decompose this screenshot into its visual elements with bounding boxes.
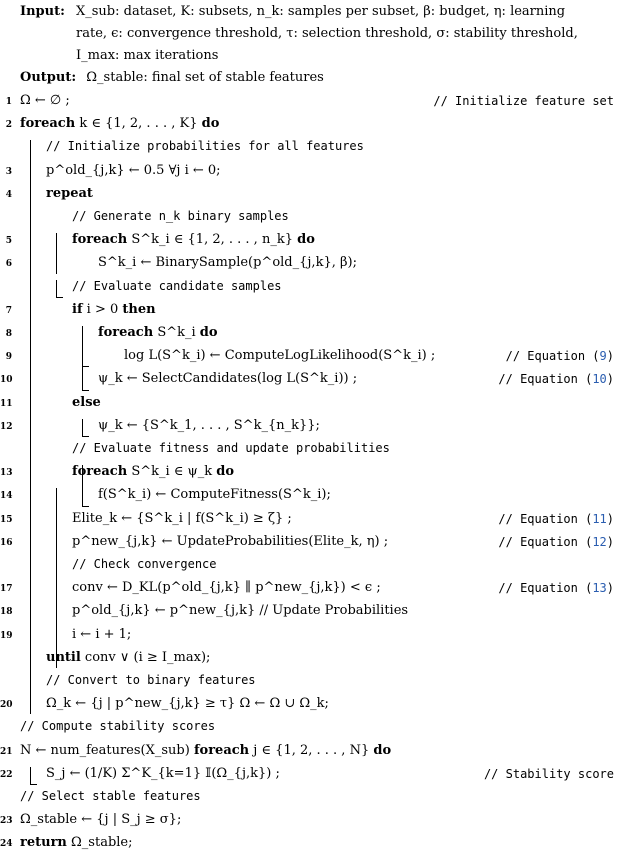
line-number: 13: [0, 468, 13, 479]
code-text: p^new_{j,k} ← UpdateProbabilities(Elite_k, η) ;: [72, 533, 389, 549]
line-number: 14: [0, 491, 13, 502]
algorithm-line: [0, 556, 622, 577]
block-scope-line: [56, 233, 57, 273]
line-number: 1: [5, 97, 12, 107]
line-number: 7: [5, 305, 12, 316]
equation-comment: [498, 512, 614, 526]
line-number: 17: [0, 584, 13, 595]
code-text: i ← i + 1;: [72, 626, 132, 642]
algorithm-line: [0, 231, 622, 252]
algorithm-line: [0, 347, 622, 368]
line-number: 4: [5, 189, 12, 200]
line-number: 19: [0, 630, 13, 641]
algorithm-line: [0, 742, 622, 763]
code-text: Ω_k ← {j | p^new_{j,k} ≥ τ} Ω ← Ω ∪ Ω_k;: [46, 696, 329, 712]
algorithm-line: [0, 394, 622, 415]
block-scope-line: [82, 419, 89, 437]
equation-comment: [484, 767, 614, 781]
algorithm-line: [0, 324, 622, 345]
algorithm-line: [0, 765, 622, 786]
code-text: if i > 0 then: [72, 301, 156, 317]
input-label: Input:: [20, 4, 65, 19]
input-line-2: rate, ϵ: convergence threshold, τ: selection threshold, σ: stability threshold,: [76, 26, 578, 41]
line-number: 3: [5, 166, 12, 177]
code-text: until conv ∨ (i ≥ I_max);: [46, 649, 211, 665]
comment-close: ): [606, 581, 614, 596]
equation-comment: [433, 94, 614, 108]
line-number: 21: [0, 746, 13, 757]
algorithm-line: [0, 440, 622, 461]
line-number: 5: [5, 236, 12, 247]
algorithm-line: [0, 834, 622, 855]
line-number: 9: [5, 352, 12, 363]
line-number: 22: [0, 769, 13, 780]
inline-comment: // Initialize probabilities for all features: [46, 139, 364, 154]
algorithm-line: [0, 788, 622, 809]
comment-text: // Equation (: [498, 581, 593, 596]
equation-comment: [498, 535, 614, 549]
output-text: Ω_stable: final set of stable features: [86, 70, 324, 85]
equation-ref-link[interactable]: 12: [592, 534, 607, 549]
equation-comment: [506, 349, 614, 363]
code-text: ψ_k ← SelectCandidates(log L(S^k_i)) ;: [98, 371, 358, 387]
code-text: f(S^k_i) ← ComputeFitness(S^k_i);: [98, 487, 331, 503]
algorithm-line: [0, 208, 622, 229]
comment-text: // Equation (: [498, 511, 593, 526]
line-number: 2: [5, 120, 12, 131]
inline-comment: // Compute stability scores: [20, 719, 216, 734]
block-scope-line: [30, 767, 37, 785]
code-text: conv ← D_KL(p^old_{j,k} ∥ p^new_{j,k}) < ϵ ;: [72, 580, 381, 596]
code-text: log L(S^k_i) ← ComputeLogLikelihood(S^k_i) ;: [124, 348, 436, 364]
line-number: 23: [0, 816, 13, 827]
line-number: 12: [0, 421, 13, 432]
code-text: return Ω_stable;: [20, 835, 133, 851]
algorithm-line: [0, 463, 622, 484]
algorithm-line: [0, 602, 622, 623]
inline-comment: // Convert to binary features: [46, 673, 256, 687]
equation-ref-link[interactable]: 9: [599, 349, 607, 364]
line-number: 15: [0, 514, 13, 525]
algorithm-line: [0, 718, 622, 739]
code-text: p^old_{j,k} ← 0.5 ∀j i ← 0;: [46, 162, 221, 178]
block-scope-line: [30, 164, 31, 668]
comment-close: ): [606, 511, 614, 526]
equation-ref-link[interactable]: 10: [592, 372, 607, 387]
code-text: foreach S^k_i ∈ ψ_k do: [72, 464, 235, 480]
inline-comment: // Generate n_k binary samples: [72, 209, 289, 223]
algorithm-line: [0, 92, 622, 113]
equation-comment: [498, 581, 614, 595]
code-text: Elite_k ← {S^k_i | f(S^k_i) ≥ ζ} ;: [72, 510, 292, 526]
code-text: S^k_i ← BinarySample(p^old_{j,k}, β);: [98, 255, 357, 271]
comment-text: // Initialize feature set: [433, 94, 614, 108]
algorithm-line: [0, 254, 622, 275]
comment-close: ): [606, 349, 614, 364]
comment-text: // Stability score: [483, 766, 614, 781]
algorithm-line: [0, 533, 622, 554]
inline-comment: // Check convergence: [72, 557, 217, 571]
algorithm-line: [0, 370, 622, 391]
output-label: Output:: [20, 70, 77, 85]
code-text: repeat: [46, 185, 93, 201]
line-number: 6: [5, 259, 12, 270]
code-text: foreach S^k_i ∈ {1, 2, . . . , n_k} do: [72, 232, 315, 248]
code-text: ψ_k ← {S^k_1, . . . , S^k_{n_k}};: [98, 417, 320, 433]
equation-comment: [498, 372, 614, 386]
algorithm-line: [0, 811, 622, 832]
code-text: N ← num_features(X_sub) foreach j ∈ {1, 2, . . . , N} do: [20, 742, 392, 758]
comment-close: ): [606, 372, 614, 387]
equation-ref-link[interactable]: 11: [592, 511, 607, 526]
algorithm-line: [0, 579, 622, 600]
algorithm-line: [0, 486, 622, 507]
block-scope-line: [82, 349, 89, 367]
comment-text: // Equation (: [498, 372, 593, 387]
line-number: 11: [0, 398, 13, 409]
output-block: [20, 68, 620, 87]
line-number: 10: [0, 375, 13, 386]
algorithm-line: [0, 138, 622, 159]
line-number: 20: [0, 700, 13, 711]
input-line-1: X_sub: dataset, K: subsets, n_k: samples per subset, β: budget, η: learning: [76, 4, 566, 19]
algorithm-line: [0, 185, 622, 206]
algorithm-line: [0, 672, 622, 693]
algorithm-line: [0, 626, 622, 647]
algorithm-line: [0, 510, 622, 531]
algorithm-line: [0, 301, 622, 322]
line-number: 8: [5, 329, 12, 339]
code-text: foreach S^k_i do: [98, 325, 218, 340]
code-text: Ω ← ∅ ;: [20, 93, 70, 108]
equation-ref-link[interactable]: 13: [592, 581, 607, 596]
inline-comment: // Evaluate candidate samples: [72, 278, 282, 293]
block-scope-line: [82, 465, 89, 506]
block-scope-line: [56, 280, 63, 298]
code-text: else: [72, 394, 101, 410]
algorithm-line: [0, 649, 622, 670]
algorithm-line: [0, 695, 622, 716]
inline-comment: // Evaluate fitness and update probabilities: [72, 441, 390, 455]
comment-text: // Equation (: [505, 349, 600, 364]
algorithm-line: [0, 278, 622, 299]
line-number: 16: [0, 537, 13, 548]
code-text: p^old_{j,k} ← p^new_{j,k} // Update Probabilities: [72, 603, 409, 619]
input-line-3: I_max: max iterations: [76, 48, 219, 63]
algorithm-line: [0, 417, 622, 438]
code-text: Ω_stable ← {j | S_j ≥ σ};: [20, 812, 182, 828]
code-text: S_j ← (1/K) Σ^K_{k=1} 𝕀(Ω_{j,k}) ;: [46, 765, 280, 781]
inline-comment: // Select stable features: [20, 789, 201, 803]
comment-text: // Equation (: [498, 534, 593, 549]
line-number: 24: [0, 839, 13, 850]
algorithm-line: [0, 162, 622, 183]
algorithm-line: [0, 115, 622, 136]
code-text: foreach k ∈ {1, 2, . . . , K} do: [20, 116, 220, 132]
line-number: 18: [0, 607, 13, 618]
block-scope-line: [56, 488, 57, 668]
comment-close: ): [606, 534, 614, 549]
